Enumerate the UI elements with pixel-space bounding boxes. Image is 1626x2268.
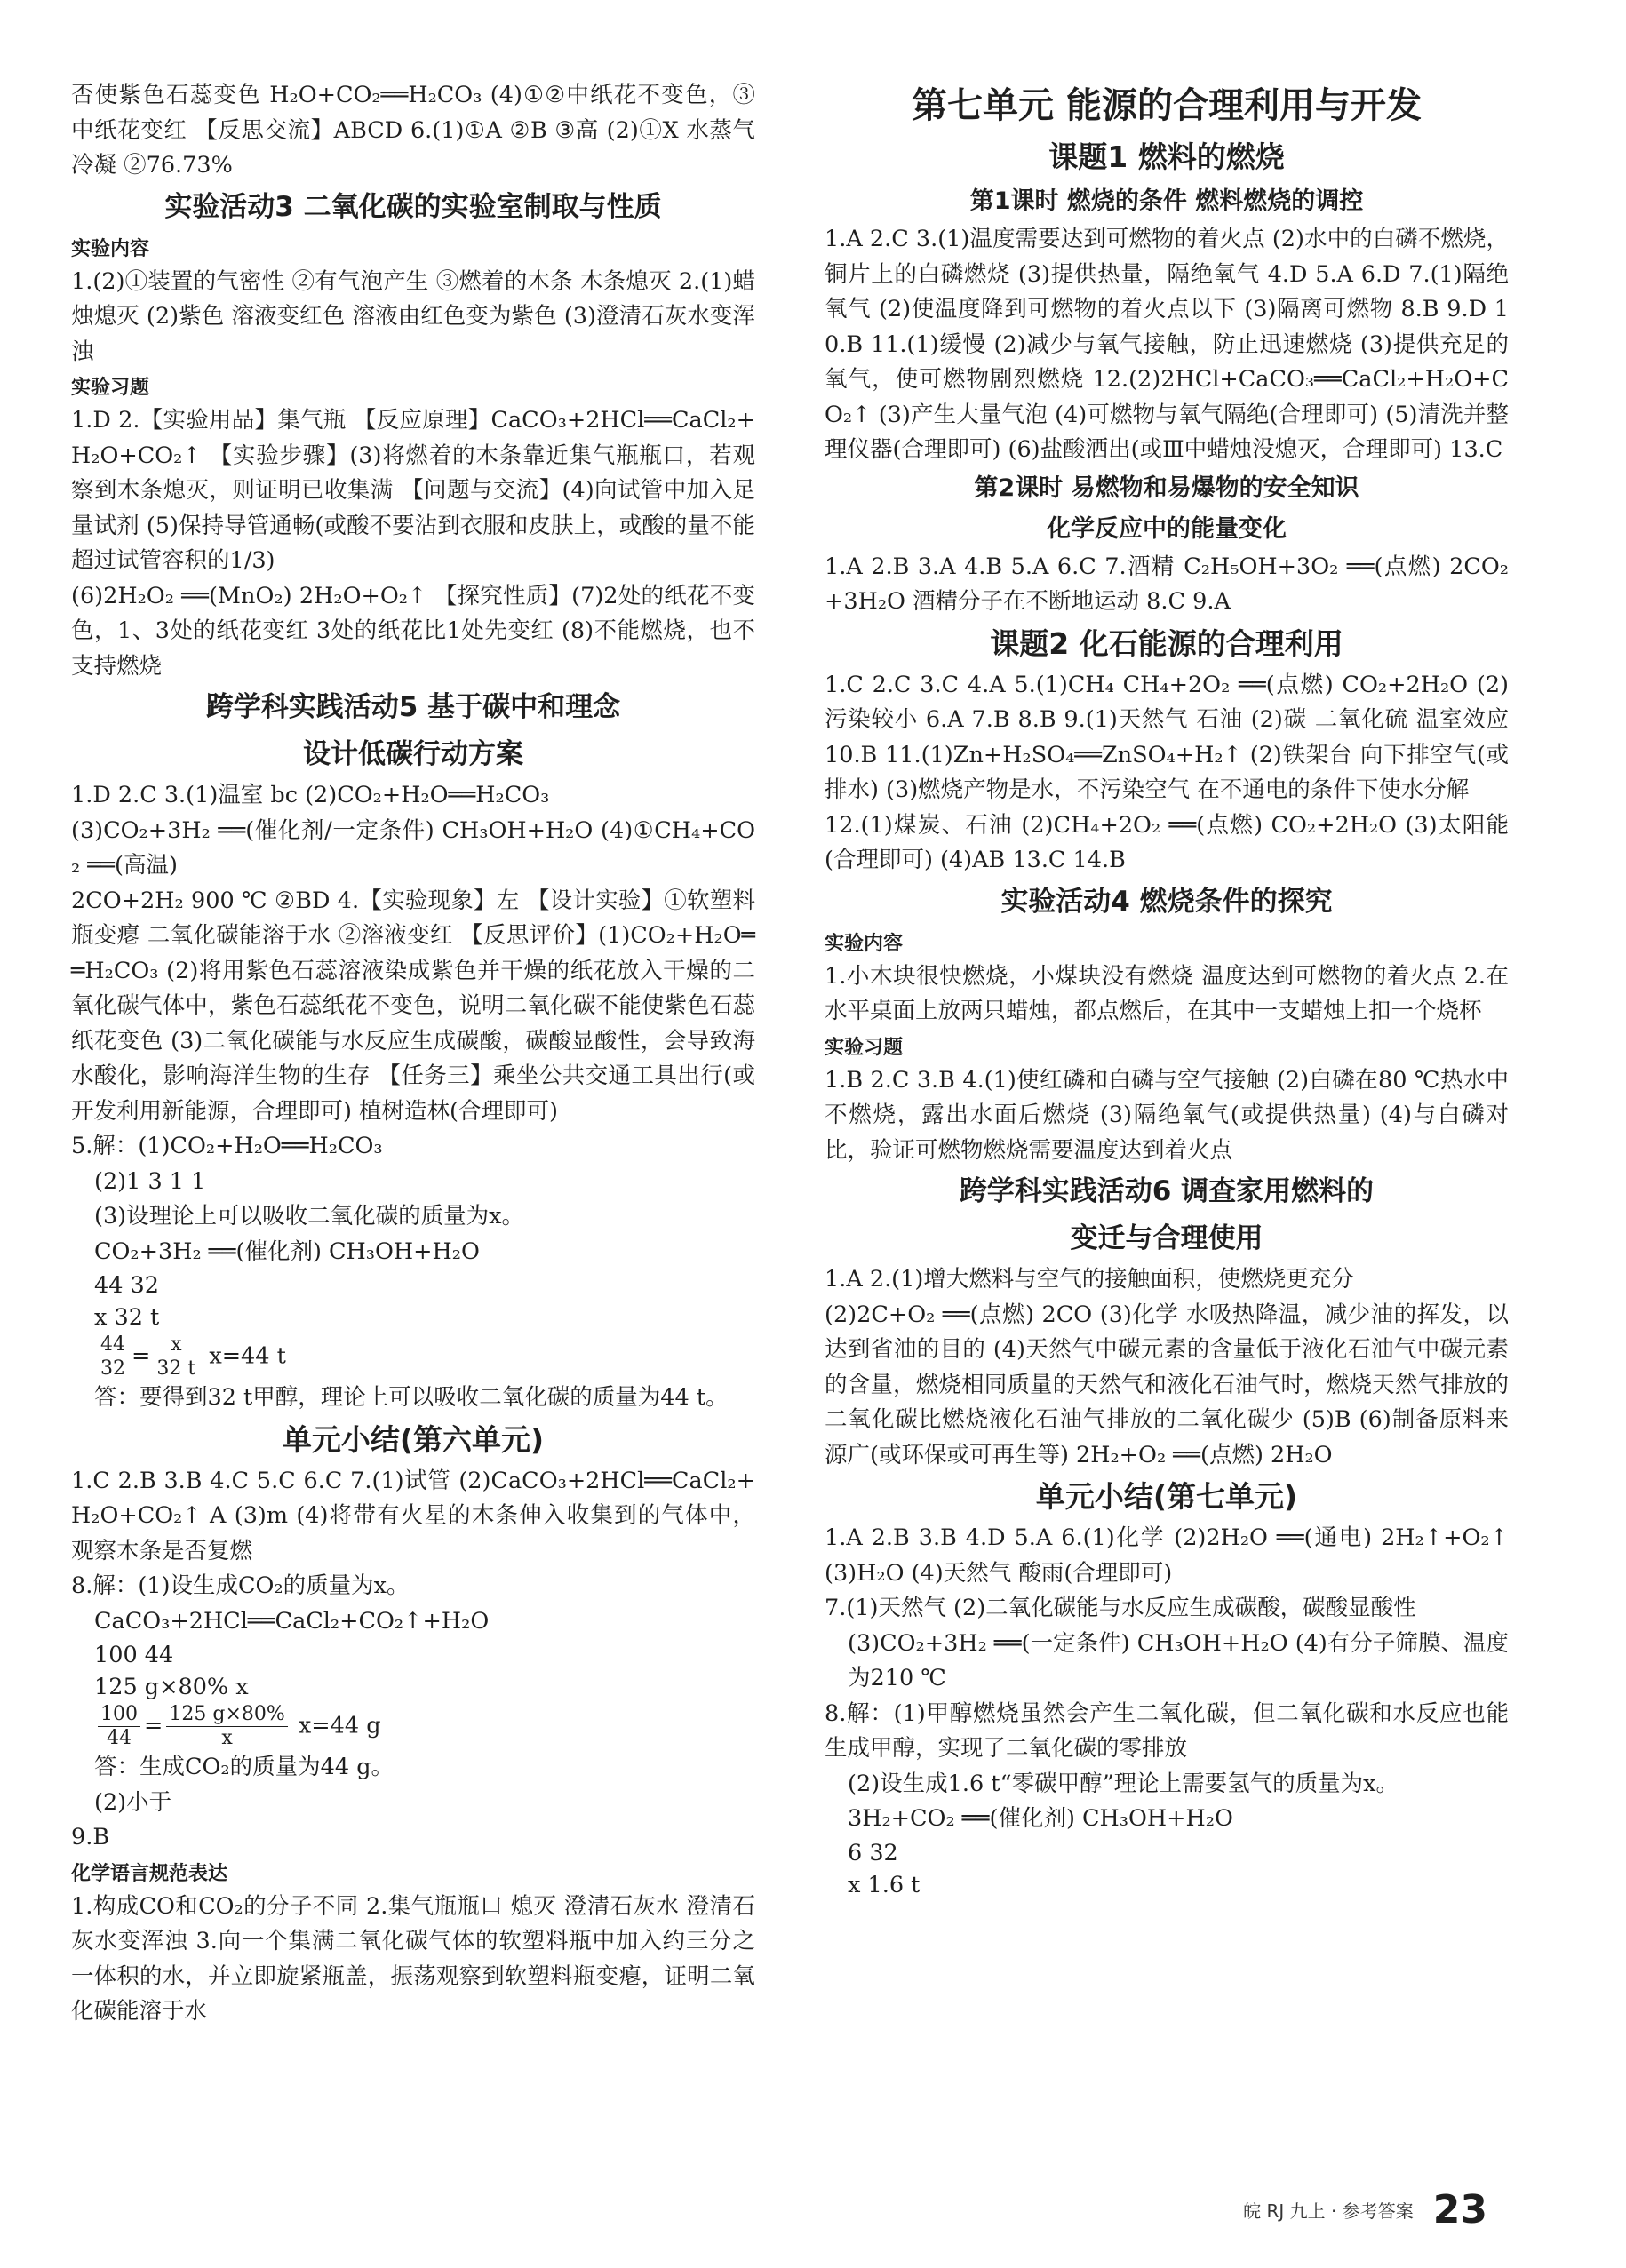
- result: x=44 g: [298, 1712, 381, 1739]
- mass-ratio-line: x 1.6 t: [848, 1871, 921, 1898]
- unit-title: 第七单元 能源的合理利用与开发: [912, 85, 1422, 126]
- answer-text: (3)CO₂+3H₂ ══(催化剂/一定条件) CH₃OH+H₂O (4)①CH₄+CO₂ ══(高温): [71, 816, 755, 879]
- answer-text: 否使紫色石蕊变色 H₂O+CO₂══H₂CO₃ (4)①②中纸花不变色，③中纸花变红 【反思交流】ABCD 6.(1)①A ②B ③高 (2)①X 水蒸气冷凝 ②76.73%: [71, 82, 755, 179]
- sub-label: 实验习题: [71, 377, 150, 399]
- sub-label: 化学语言规范表达: [71, 1862, 228, 1885]
- period-heading: 化学反应中的能量变化: [1047, 514, 1287, 543]
- fraction: $\frac{100}{44}$: [98, 1703, 140, 1750]
- section-heading: 实验活动4 燃烧条件的探究: [1000, 885, 1333, 918]
- answer-text: 12.(1)煤炭、石油 (2)CH₄+2O₂ ══(点燃) CO₂+2H₂O (3)太阳能(合理即可) (4)AB 13.C 14.B: [825, 811, 1509, 873]
- answer-text: 1.C 2.B 3.B 4.C 5.C 6.C 7.(1)试管 (2)CaCO₃+2HCl══CaCl₂+H₂O+CO₂↑ A (3)m (4)将带有火星的木条伸入收集到的气体中，观察木条是否复燃: [71, 1467, 755, 1564]
- answer-text: (3)CO₂+3H₂ ══(一定条件) CH₃OH+H₂O (4)有分子筛膜、温度为210 ℃: [848, 1629, 1509, 1691]
- solution-line: 答：生成CO₂的质量为44 g。: [94, 1754, 395, 1780]
- lesson-heading: 课题2 化石能源的合理利用: [990, 625, 1343, 661]
- lesson-heading: 课题1 燃料的燃烧: [1048, 139, 1285, 174]
- answer-text: 1.A 2.B 3.A 4.B 5.A 6.C 7.酒精 C₂H₅OH+3O₂ ══(点燃) 2CO₂+3H₂O 酒精分子在不断地运动 8.C 9.A: [825, 553, 1509, 615]
- solution-line: (3)设理论上可以吸收二氧化碳的质量为x。: [94, 1203, 525, 1229]
- section-heading: 实验活动3 二氧化碳的实验室制取与性质: [164, 190, 662, 223]
- answer-text: 2CO+2H₂ 900 ℃ ②BD 4.【实验现象】左 【设计实验】①软塑料瓶变瘪 二氧化碳能溶于水 ②溶液变红 【反思评价】(1)CO₂+H₂O══H₂CO₃ (2)将用紫色石蕊溶液染成紫色并干燥的纸花放入干燥的二氧化碳气体中，紫色石蕊纸花不变色，说明二氧化碳不能使紫色石蕊纸花变色 (3)二氧化碳能与水反应生成碳酸，碳酸显酸性，会导致海水酸化，影响海洋生物的生存 【任务三】乘坐公共交通工具出行(或开发利用新能源，合理即可) 植树造林(合理即可): [71, 887, 755, 1125]
- solution-line: (2)小于: [94, 1788, 172, 1816]
- answer-text: 1.A 2.B 3.B 4.D 5.A 6.(1)化学 (2)2H₂O ══(通电) 2H₂↑+O₂↑ (3)H₂O (4)天然气 酸雨(合理即可): [825, 1524, 1509, 1587]
- equation-line: CaCO₃+2HCl══CaCl₂+CO₂↑+H₂O: [94, 1607, 490, 1635]
- footer-label: 皖 RJ 九上 · 参考答案: [1243, 2200, 1414, 2222]
- answer-text: 1.A 2.(1)增大燃料与空气的接触面积，使燃烧更充分: [825, 1266, 1354, 1293]
- mass-ratio-line: 6 32: [848, 1839, 898, 1866]
- section-heading: 设计低碳行动方案: [303, 738, 523, 770]
- solution-line: 答：要得到32 t甲醇，理论上可以吸收二氧化碳的质量为44 t。: [94, 1384, 729, 1411]
- section-heading: 跨学科实践活动5 基于碳中和理念: [205, 691, 621, 723]
- page-footer: [1243, 2187, 1487, 2232]
- solution-line: 5.解：(1)CO₂+H₂O══H₂CO₃: [71, 1133, 383, 1159]
- fraction: $\frac{44}{32}$: [98, 1333, 128, 1381]
- equation-line: CO₂+3H₂ ══(催化剂) CH₃OH+H₂O: [94, 1237, 480, 1265]
- equation-line: 3H₂+CO₂ ══(催化剂) CH₃OH+H₂O: [848, 1805, 1233, 1832]
- mass-ratio-line: x 32 t: [94, 1304, 160, 1331]
- section-heading: 变迁与合理使用: [1070, 1222, 1263, 1254]
- period-heading: 第2课时 易燃物和易爆物的安全知识: [974, 473, 1359, 502]
- right-column: [825, 78, 1509, 1901]
- mass-ratio-line: 100 44: [94, 1642, 174, 1668]
- mass-ratio-line: 125 g×80% x: [94, 1674, 249, 1700]
- proportion-line: $\frac{100}{44}$ = $\frac{125 g\times 80\%}{x}$ x=44 g: [71, 1703, 755, 1750]
- answer-text: (2)2C+O₂ ══(点燃) 2CO (3)化学 水吸热降温，减少油的挥发，以达到省油的目的 (4)天然气中碳元素的含量低于液化石油气中碳元素的含量，燃烧相同质量的天然气和液化石油气时，燃烧天然气排放的二氧化碳比燃烧液化石油气排放的二氧化碳少 (5)B (6)制备原料来源广(或环保或可再生等) 2H₂+O₂ ══(点燃) 2H₂O: [825, 1301, 1509, 1468]
- answer-text: 1.C 2.C 3.C 4.A 5.(1)CH₄ CH₄+2O₂ ══(点燃) CO₂+2H₂O (2)污染较小 6.A 7.B 8.B 9.(1)天然气 石油 (2)碳 二氧化硫 温室效应 10.B 11.(1)Zn+H₂SO₄══ZnSO₄+H₂↑ (2)铁架台 向下排空气(或排水) (3)燃烧产物是水，不污染空气 在不通电的条件下使水分解: [825, 671, 1509, 803]
- answer-text: 1.D 2.【实验用品】集气瓶 【反应原理】CaCO₃+2HCl══CaCl₂+H₂O+CO₂↑ 【实验步骤】(3)将燃着的木条靠近集气瓶瓶口，若观察到木条熄灭，则证明已收集满 【问题与交流】(4)向试管中加入足量试剂 (5)保持导管通畅(或酸不要沾到衣服和皮肤上，或酸的量不能超过试管容积的1/3): [71, 407, 755, 574]
- fraction: $\frac{x}{32 t}$: [154, 1333, 198, 1381]
- solution-line: (2)设生成1.6 t“零碳甲醇”理论上需要氢气的质量为x。: [848, 1770, 1399, 1797]
- section-heading: 单元小结(第七单元): [1035, 1479, 1298, 1514]
- answer-text: 9.B: [71, 1824, 110, 1850]
- sub-label: 实验习题: [825, 1036, 904, 1059]
- sub-label: 实验内容: [71, 237, 150, 260]
- page-number: 23: [1432, 2187, 1487, 2232]
- answer-text: 1.小木块很快燃烧，小煤块没有燃烧 温度达到可燃物的着火点 2.在水平桌面上放两只蜡烛，都点燃后，在其中一支蜡烛上扣一个烧杯: [825, 962, 1509, 1024]
- mass-ratio-line: 44 32: [94, 1272, 160, 1299]
- result: x=44 t: [209, 1342, 286, 1370]
- answer-text: 1.A 2.C 3.(1)温度需要达到可燃物的着火点 (2)水中的白磷不燃烧，铜片上的白磷燃烧 (3)提供热量，隔绝氧气 4.D 5.A 6.D 7.(1)隔绝氧气 (2)使温度降到可燃物的着火点以下 (3)隔离可燃物 8.B 9.D 10.B 11.(1)缓慢 (2)减少与氧气接触，防止迅速燃烧 (3)提供充足的氧气，使可燃物剧烈燃烧 12.(2)2HCl+CaCO₃══CaCl₂+H₂O+CO₂↑ (3)产生大量气泡 (4)可燃物与氧气隔绝(合理即可) (5)清洗并整理仪器(合理即可) (6)盐酸洒出(或Ⅲ中蜡烛没熄灭，合理即可) 13.C: [825, 226, 1509, 463]
- answer-text: 1.(2)①装置的气密性 ②有气泡产生 ③燃着的木条 木条熄灭 2.(1)蜡烛熄灭 (2)紫色 溶液变红色 溶液由红色变为紫色 (3)澄清石灰水变浑浊: [71, 267, 755, 365]
- answer-text: 1.构成CO和CO₂的分子不同 2.集气瓶瓶口 熄灭 澄清石灰水 澄清石灰水变浑浊 3.向一个集满二氧化碳气体的软塑料瓶中加入约三分之一体积的水，并立即旋紧瓶盖，振荡观察到软塑料瓶变瘪，证明二氧化碳能溶于水: [71, 1892, 755, 2025]
- sub-label: 实验内容: [825, 932, 904, 955]
- answer-text: 1.D 2.C 3.(1)温室 bc (2)CO₂+H₂O══H₂CO₃: [71, 782, 550, 808]
- solution-line: (2)1 3 1 1: [94, 1167, 206, 1195]
- proportion-line: $\frac{44}{32}$ = $\frac{x}{32 t}$ x=44 t: [71, 1333, 755, 1381]
- answer-text: (6)2H₂O₂ ══(MnO₂) 2H₂O+O₂↑ 【探究性质】(7)2处的纸花不变色，1、3处的纸花变红 3处的纸花比1处先变红 (8)不能燃烧，也不支持燃烧: [71, 582, 755, 680]
- section-heading: 单元小结(第六单元): [282, 1421, 545, 1457]
- solution-line: 8.解：(1)甲醇燃烧虽然会产生二氧化碳，但二氧化碳和水反应也能生成甲醇，实现了二氧化碳的零排放: [825, 1699, 1509, 1762]
- period-heading: 第1课时 燃烧的条件 燃料燃烧的调控: [969, 187, 1364, 215]
- left-column: [71, 78, 755, 2030]
- answer-text: 1.B 2.C 3.B 4.(1)使红磷和白磷与空气接触 (2)白磷在80 ℃热水中不燃烧，露出水面后燃烧 (3)隔绝氧气(或提供热量) (4)与白磷对比，验证可燃物燃烧需要温度达到着火点: [825, 1066, 1509, 1164]
- fraction: $\frac{125 g\times 80\%}{x}$: [166, 1703, 287, 1750]
- solution-line: 8.解：(1)设生成CO₂的质量为x。: [71, 1572, 410, 1599]
- answer-text: 7.(1)天然气 (2)二氧化碳能与水反应生成碳酸，碳酸显酸性: [825, 1595, 1416, 1621]
- section-heading: 跨学科实践活动6 调查家用燃料的: [959, 1175, 1375, 1207]
